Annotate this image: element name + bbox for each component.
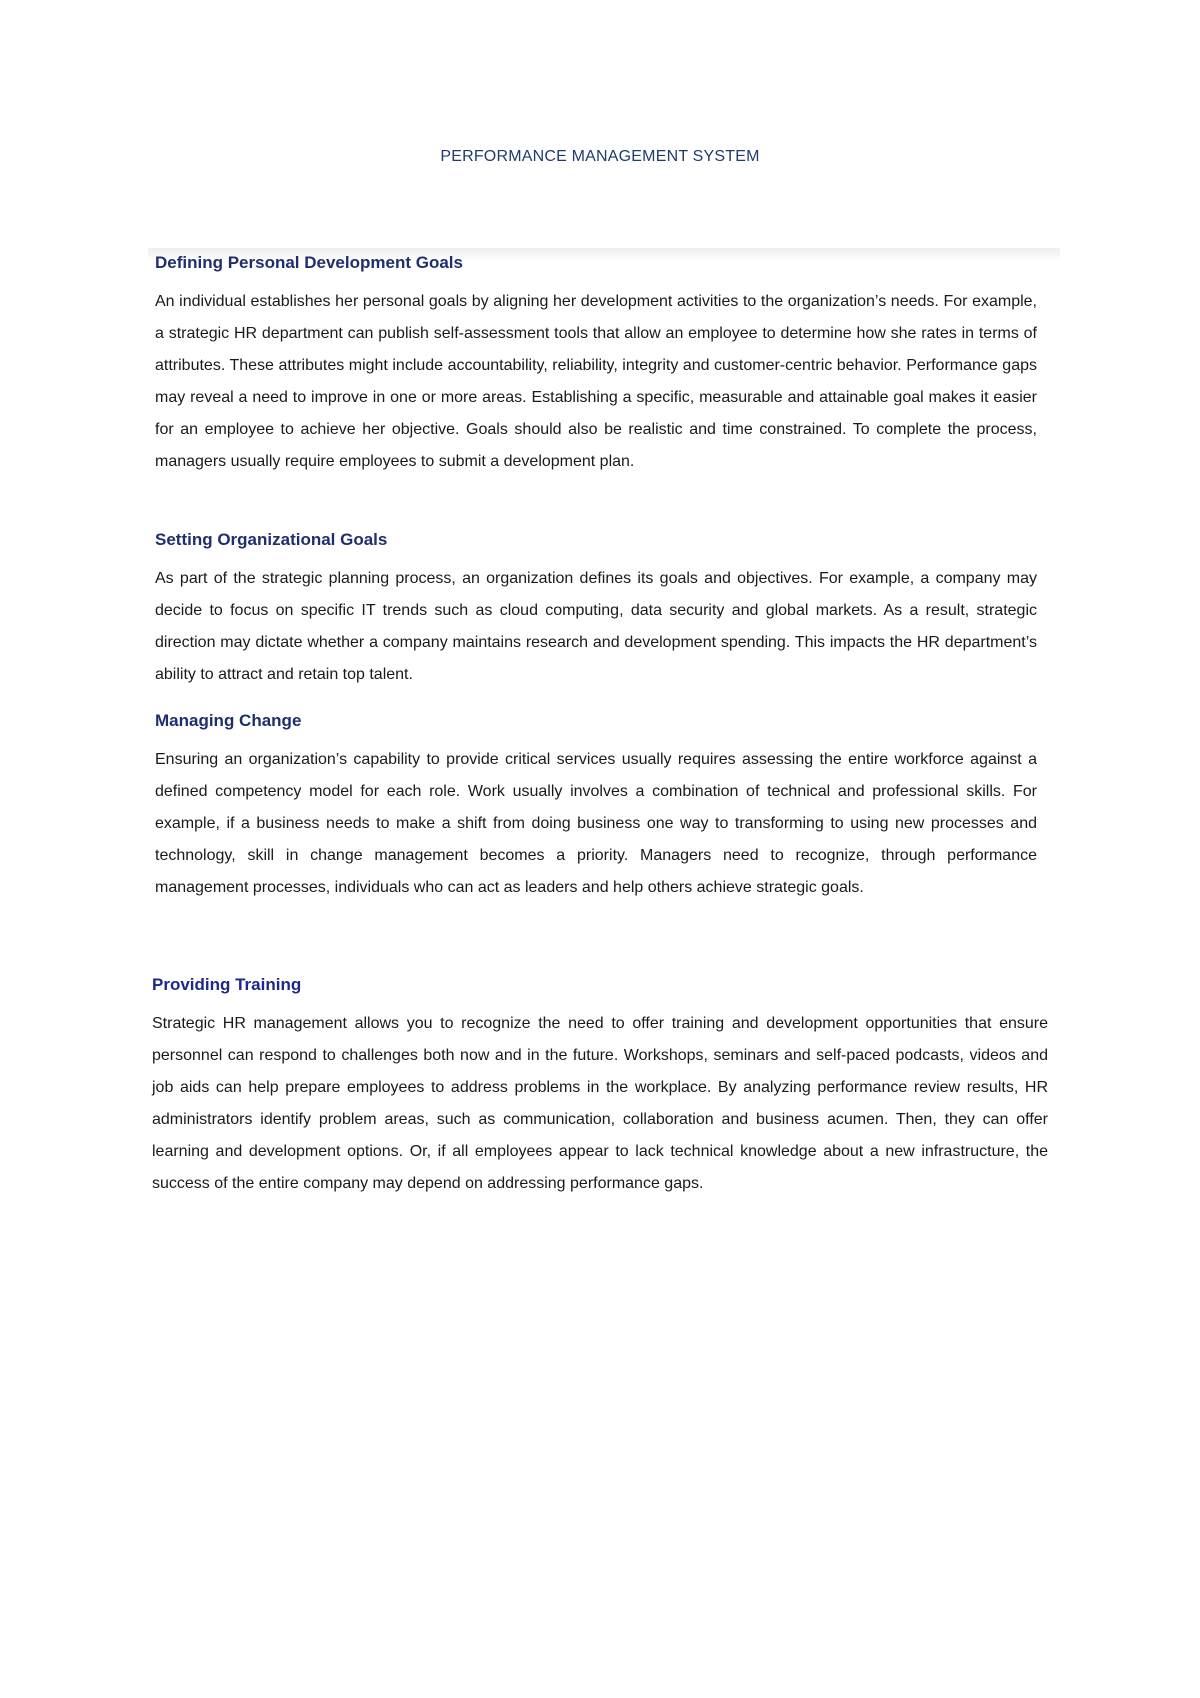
section-heading: Defining Personal Development Goals: [155, 253, 463, 272]
section-heading: Managing Change: [155, 711, 302, 730]
document-title: PERFORMANCE MANAGEMENT SYSTEM: [440, 148, 760, 165]
section-providing-training: [152, 974, 1048, 1200]
section-body: Ensuring an organization’s capability to provide critical services usually requires assessing the entire workforce against a defined competency model for each role. Work usually involves a combination of technical and professional skills. For example, if a business needs to make a shift from doing business one way to transforming to using new processes and technology, skill in change management becomes a priority. Managers need to recognize, through performance management processes, individuals who can act as leaders and help others achieve strategic goals.: [155, 751, 1037, 896]
section-defining-personal-development-goals: [155, 252, 1037, 478]
section-body: An individual establishes her personal goals by aligning her development activities to the organization’s needs. For example, a strategic HR department can publish self-assessment tools that allow an employee to determine how she rates in terms of attributes. These attributes might include accountability, reliability, integrity and customer-centric behavior. Performance gaps may reveal a need to improve in one or more areas. Establishing a specific, measurable and attainable goal makes it easier for an employee to achieve her objective. Goals should also be realistic and time constrained. To complete the process, managers usually require employees to submit a development plan.: [155, 293, 1037, 470]
section-body: As part of the strategic planning process, an organization defines its goals and objectives. For example, a company may decide to focus on specific IT trends such as cloud computing, data security and global markets. As a result, strategic direction may dictate whether a company maintains research and development spending. This impacts the HR department’s ability to attract and retain top talent.: [155, 570, 1037, 683]
section-managing-change: [155, 710, 1037, 904]
section-body: Strategic HR management allows you to recognize the need to offer training and development opportunities that ensure personnel can respond to challenges both now and in the future. Workshops, seminars and self-paced podcasts, videos and job aids can help prepare employees to address problems in the workplace. By analyzing performance review results, HR administrators identify problem areas, such as communication, collaboration and business acumen. Then, they can offer learning and development options. Or, if all employees appear to lack technical knowledge about a new infrastructure, the success of the entire company may depend on addressing performance gaps.: [152, 1015, 1048, 1192]
section-heading: Providing Training: [152, 975, 302, 994]
section-heading: Setting Organizational Goals: [155, 530, 388, 549]
section-setting-organizational-goals: [155, 529, 1037, 691]
